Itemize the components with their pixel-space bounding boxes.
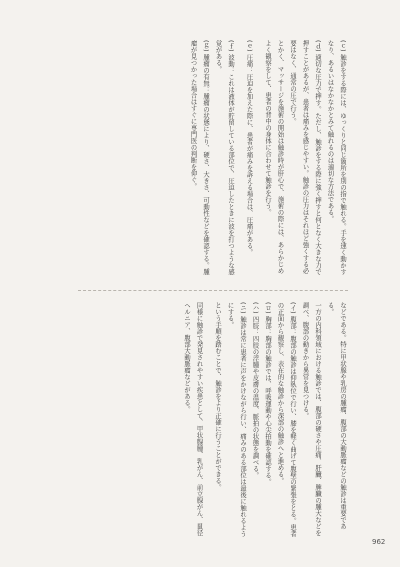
paragraph: 一方の内科領域における触診では、腹部の硬さや圧痛、肝臓、脾臓の腫大などを調べ、腹部の動きから異常を見つける。	[301, 302, 321, 536]
paragraph: (ｄ) 適切な圧力で押す。ただし、触診をする際に強く押すと何となく大きな力で押すことがあるが、患者は痛みを感じやすい。触診の圧力はそれほど強くする必要はなく、通常の圧で行う。	[289, 40, 321, 276]
paragraph: (ハ) 四肢：四肢の浮腫や皮膚の温度、脈拍の状態を調べる。	[251, 302, 259, 479]
paragraph: などである。特に甲状腺や乳房の腫瘤、腹部の大動脈瘤などの触診は重要である。	[326, 302, 346, 530]
paragraph: (ｅ) 圧痛：圧迫を加えた際に、患者が痛みを訴える場合は、圧痛がある。	[245, 40, 253, 256]
column-divider	[78, 290, 348, 291]
paragraph: (ｇ) 腫瘤の有無：腫瘤の状態により、硬さ、大きさ、可動性などを確認する。腫瘤が見つかった場合はすぐに専門医の判断を仰ぐ。	[189, 40, 209, 276]
paragraph: (ロ) 胸部：胸部の触診では、呼吸運動や心尖拍動を確認する。	[264, 302, 271, 486]
lower-text-column	[78, 302, 348, 538]
page-number: 962	[372, 538, 386, 546]
paragraph: (イ) 腹部：腹部の触診は仰臥位で行い、膝を軽く曲げて腹壁の緊張をとる。患者の正面から観察し、表在的な触診から深部の触診へと進める。	[276, 302, 296, 538]
paragraph: という手順を踏むことで、触診をより正確に行うことができる。	[214, 302, 221, 491]
paragraph: (ニ) 触診は常に患者に声をかけながら行い、痛みのある部位は最後に触れるようにする。	[226, 302, 246, 538]
paragraph: 同様に触診で発見されやすい疾患として、甲状腺腫、乳がん、前立腺がん、鼠径ヘルニア、腹部大動脈瘤などがある。	[183, 302, 203, 536]
text-spread	[78, 40, 348, 540]
paragraph: (ｆ) 波動：これは液体が貯留している部位で、圧迫したときに波を打つような感覚がある。	[214, 40, 234, 276]
paragraph: (ｃ) 触診をする際には、ゆっくりと同じ箇所を別の指で触れる。手を速く動かすなり、あるいはなかなかとみて触れるのは適切な方法である。	[326, 40, 346, 276]
upper-text-column	[78, 40, 348, 280]
paragraph: とかく、マッサージを施術の開始は触診時が肝心で、施術の際には、あらかじめよく観察をして、患者の背中の身体に合わせて触診を行う。	[264, 40, 284, 274]
